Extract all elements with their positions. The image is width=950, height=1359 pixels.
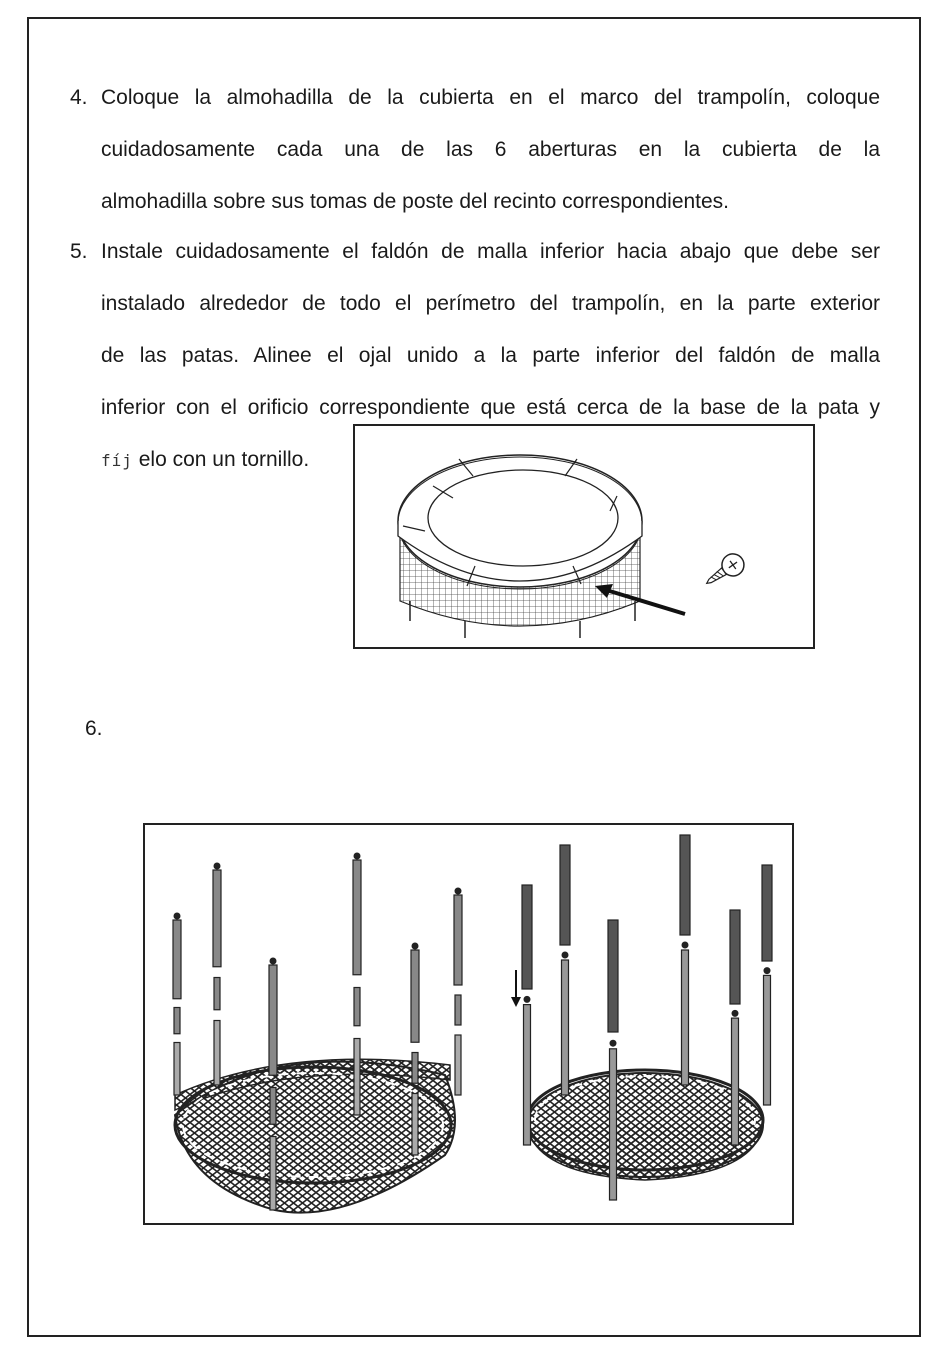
enclosure-pole-icon	[762, 865, 772, 1105]
enclosure-pole-icon	[173, 913, 181, 1096]
step-line-last	[101, 434, 309, 487]
figure-enclosure-poles	[143, 823, 794, 1225]
enclosure-pole-icon	[608, 920, 618, 1200]
step-line: almohadilla sobre sus tomas de poste del recinto correspondientes.	[101, 190, 730, 213]
step-text: elo con un tornillo.	[132, 448, 310, 471]
step-6	[85, 703, 895, 755]
enclosure-pole-icon	[353, 853, 361, 1116]
step-line: inferior con el orificio correspondiente que está cerca de la base de la pata y	[101, 396, 880, 419]
enclosure-poles-icon	[145, 825, 792, 1223]
garbled-text: fíj	[101, 451, 133, 470]
screw-icon	[700, 550, 748, 593]
step-4	[70, 72, 880, 232]
enclosure-pole-icon	[213, 863, 221, 1086]
step-line: de las patas. Alinee el ojal unido a la parte inferior del faldón de malla	[101, 344, 880, 367]
enclosure-pole-icon	[454, 888, 462, 1096]
enclosure-pole-icon	[680, 835, 690, 1085]
trampoline-icon	[355, 426, 813, 647]
step-line: Instale cuidadosamente el faldón de malla inferior hacia abajo que debe ser	[101, 240, 880, 263]
step-number: 4.	[70, 86, 88, 109]
step-line: instalado alrededor de todo el perímetro del trampolín, en la parte exterior	[101, 292, 880, 315]
step-number: 6.	[85, 717, 103, 740]
figure-trampoline-skirt	[353, 424, 815, 649]
enclosure-pole-icon	[730, 910, 740, 1145]
down-arrow-icon	[511, 970, 521, 1007]
enclosure-pole-icon	[522, 885, 532, 1145]
step-number: 5.	[70, 240, 88, 263]
step-line: cuidadosamente cada una de las 6 aberturas en la cubierta de la	[101, 138, 880, 161]
enclosure-pole-icon	[560, 845, 570, 1095]
step-line: Coloque la almohadilla de la cubierta en el marco del trampolín, coloque	[101, 86, 880, 109]
enclosure-pole-icon	[411, 943, 419, 1156]
